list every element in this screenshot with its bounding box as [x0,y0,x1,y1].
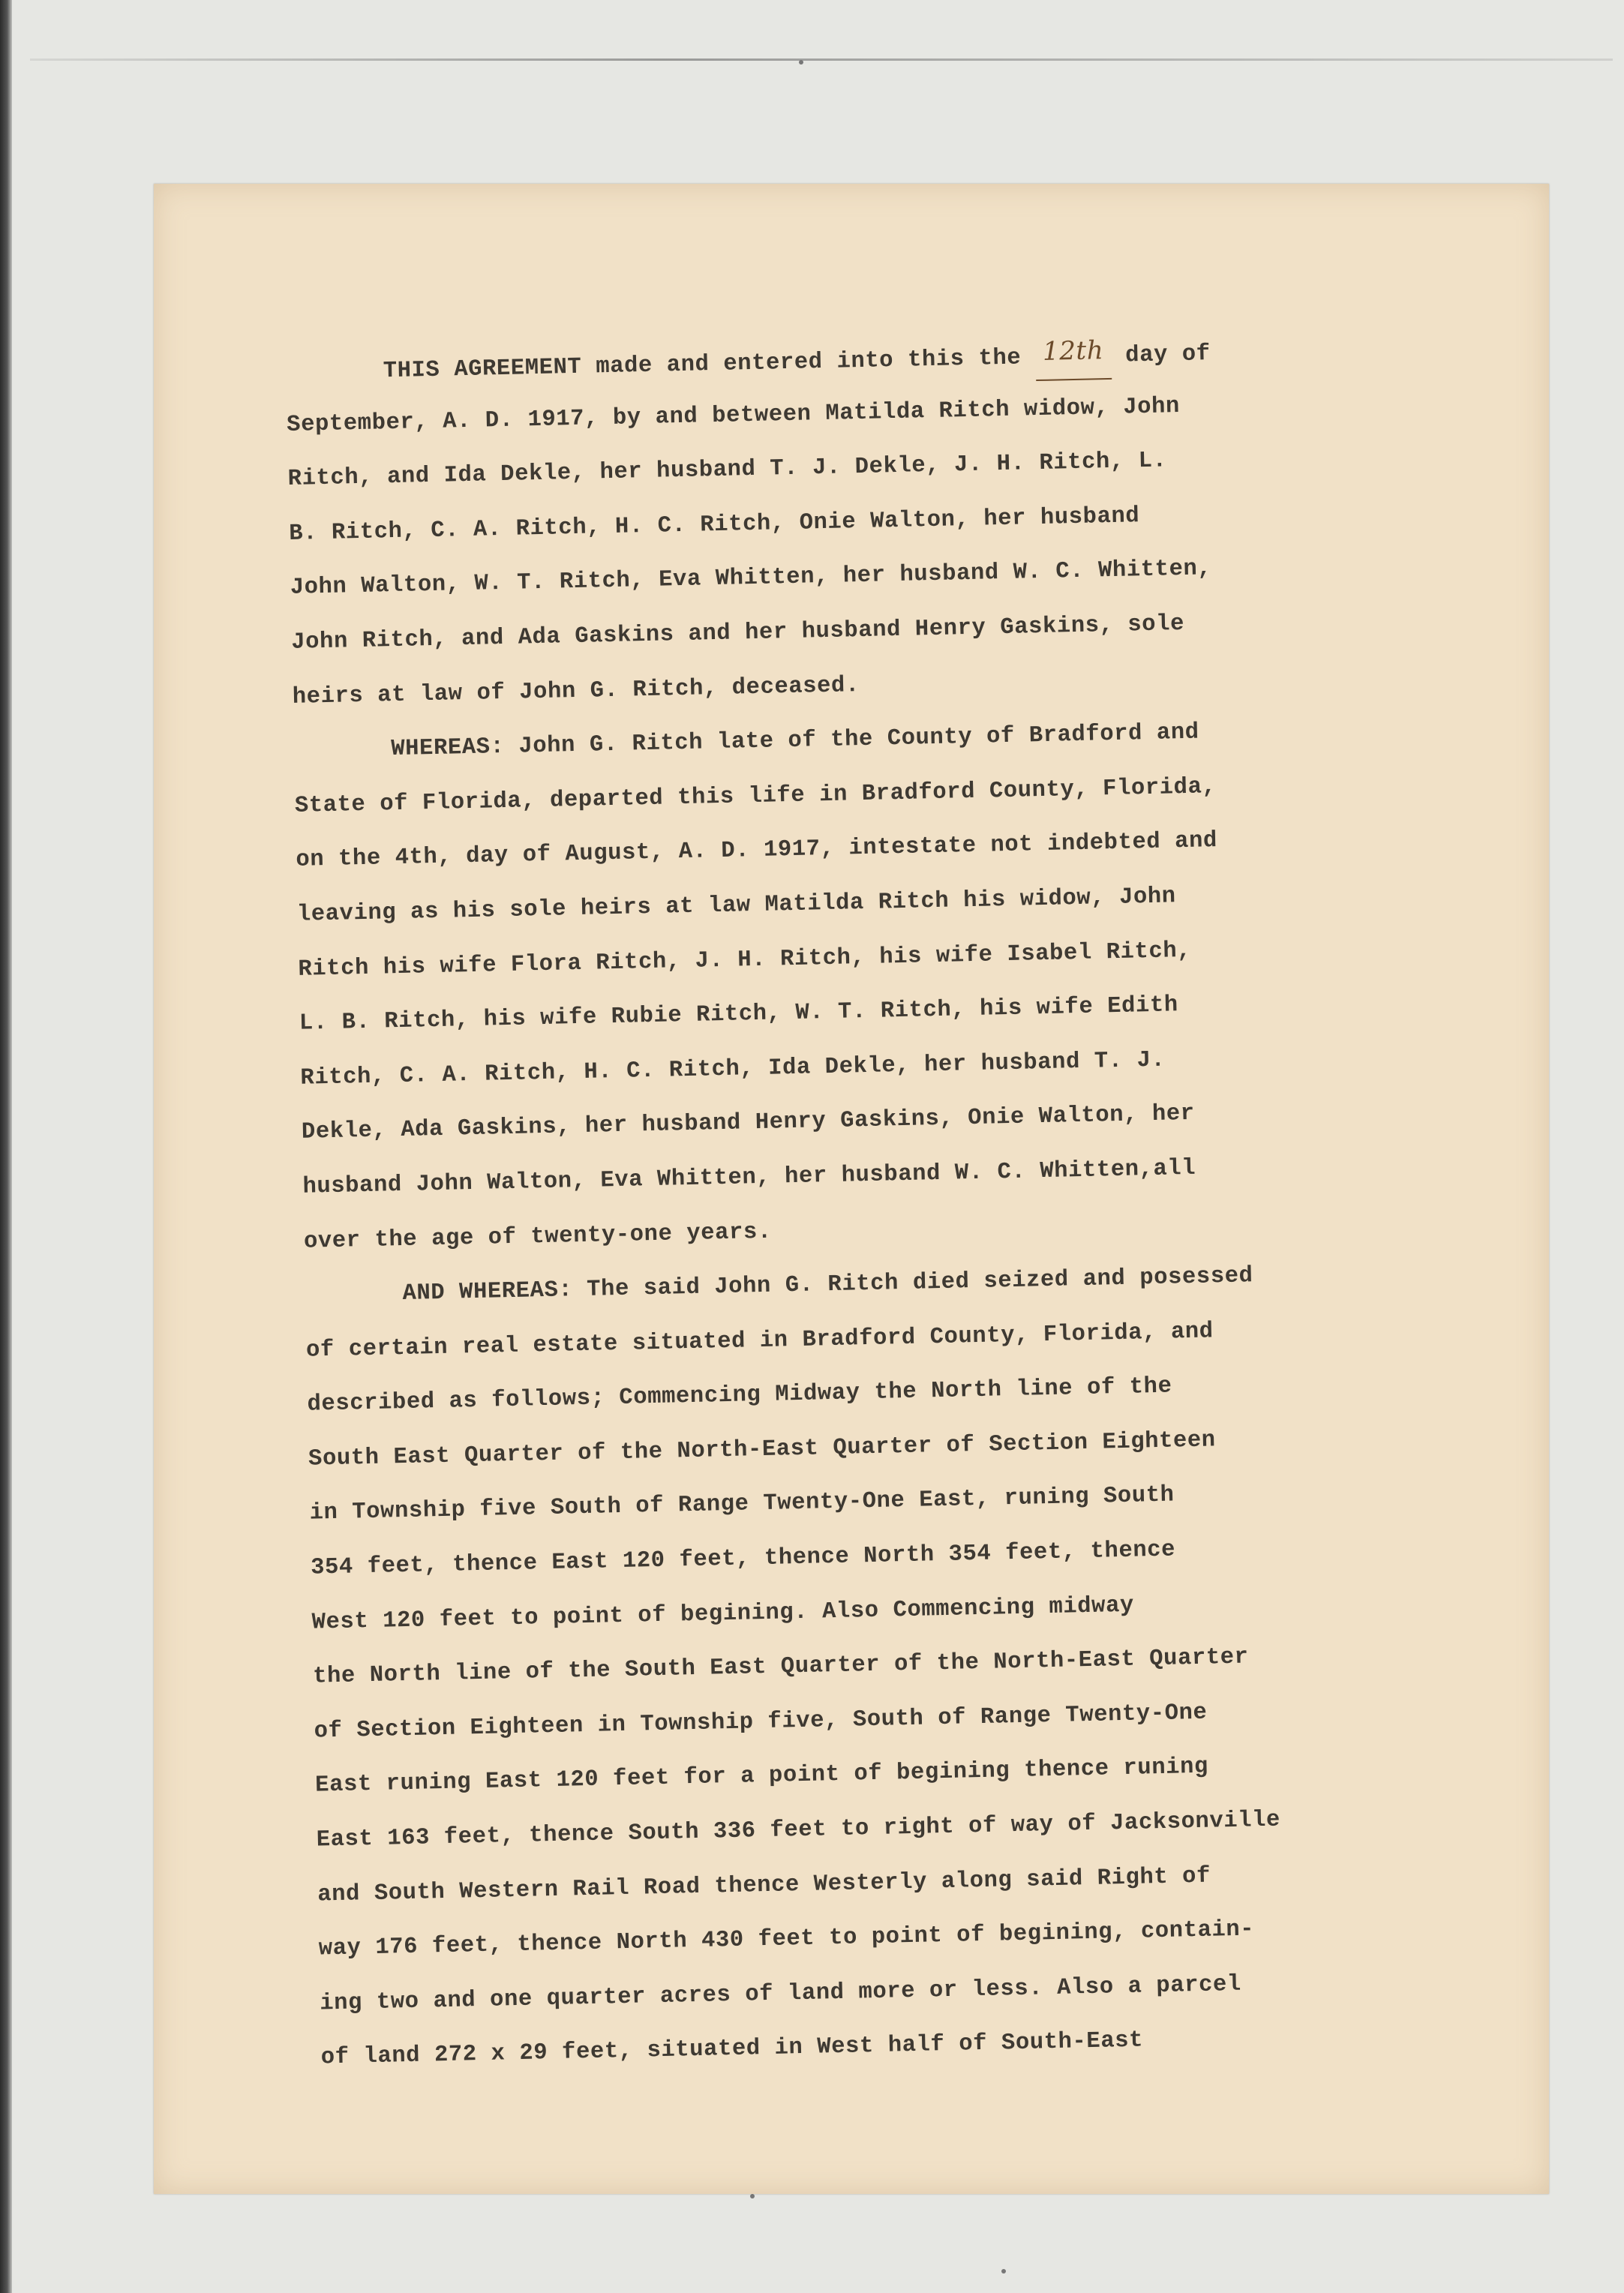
document-line: husband John Walton, Eva Whitten, her husband W. C. Whitten,all [302,1155,1196,1200]
line-text: THIS AGREEMENT made and entered into this the [383,345,1036,385]
document-line: Ritch his wife Flora Ritch, J. H. Ritch, his wife Isabel Ritch, [298,938,1192,983]
scan-top-edge [30,59,1613,61]
document-line: ing two and one quarter acres of land more or less. Also a parcel [320,1971,1242,2017]
document-line: over the age of twenty-one years. [303,1219,773,1255]
document-line: Ritch, and Ida Dekle, her husband T. J. Dekle, J. H. Ritch, L. [287,448,1167,493]
document-line: in Township five South of Range Twenty-One East, runing South [309,1482,1175,1527]
document-line: L. B. Ritch, his wife Rubie Ritch, W. T. Ritch, his wife Edith [299,992,1179,1037]
document-line: State of Florida, departed this life in Bradford County, Florida, [294,773,1217,819]
document-line: East runing East 120 feet for a point of begining thence runing [314,1754,1209,1799]
document-line: AND WHEREAS: The said John G. Ritch died seized and posessed [402,1263,1253,1307]
document-line: and South Western Rail Road thence Westerly along said Right of [317,1863,1211,1908]
document-line: on the 4th, day of August, A. D. 1917, intestate not indebted and [296,828,1218,874]
document-line: heirs at law of John G. Ritch, deceased. [292,672,860,710]
agreement-text [285,318,1536,2085]
document-line: of Section Eighteen in Township five, South of Range Twenty-One [314,1700,1208,1745]
document-line: of land 272 x 29 feet, situated in West half of South-East [320,2027,1144,2071]
document-line: leaving as his sole heirs at law Matilda Ritch his widow, John [296,884,1177,928]
line-text: day of [1111,341,1211,369]
document-line: B. Ritch, C. A. Ritch, H. C. Ritch, Onie Walton, her husband [288,503,1140,547]
document-line: of certain real estate situated in Bradford County, Florida, and [305,1319,1214,1364]
handwritten-day: 12th [1034,323,1112,381]
document-line: Ritch, C. A. Ritch, H. C. Ritch, Ida Dekle, her husband T. J. [300,1047,1166,1091]
document-line: West 120 feet to point of begining. Also Commencing midway [311,1592,1135,1636]
scan-left-edge [0,0,12,2293]
scan-speck [1001,2269,1006,2273]
document-line: South East Quarter of the North-East Quarter of Section Eighteen [308,1427,1217,1472]
document-line: 354 feet, thence East 120 feet, thence North 354 feet, thence [310,1537,1176,1581]
scan-speck [799,60,803,65]
document-line: John Ritch, and Ada Gaskins and her husband Henry Gaskins, sole [290,611,1185,656]
scan-speck [750,2194,755,2198]
document-line: the North line of the South East Quarter of the North-East Quarter [312,1644,1249,1690]
document-line: way 176 feet, thence North 430 feet to point of begining, contain- [318,1916,1255,1962]
document-line: Dekle, Ada Gaskins, her husband Henry Gaskins, Onie Walton, her [301,1101,1196,1146]
document-line: September, A. D. 1917, by and between Matilda Ritch widow, John [286,393,1181,438]
document-line: described as follows; Commencing Midway the North line of the [307,1373,1172,1418]
document-line: WHEREAS: John G. Ritch late of the County of Bradford and [391,719,1199,763]
document-line: John Walton, W. T. Ritch, Eva Whitten, her husband W. C. Whitten, [290,556,1212,602]
document-line: East 163 feet, thence South 336 feet to right of way of Jacksonville [316,1807,1281,1853]
